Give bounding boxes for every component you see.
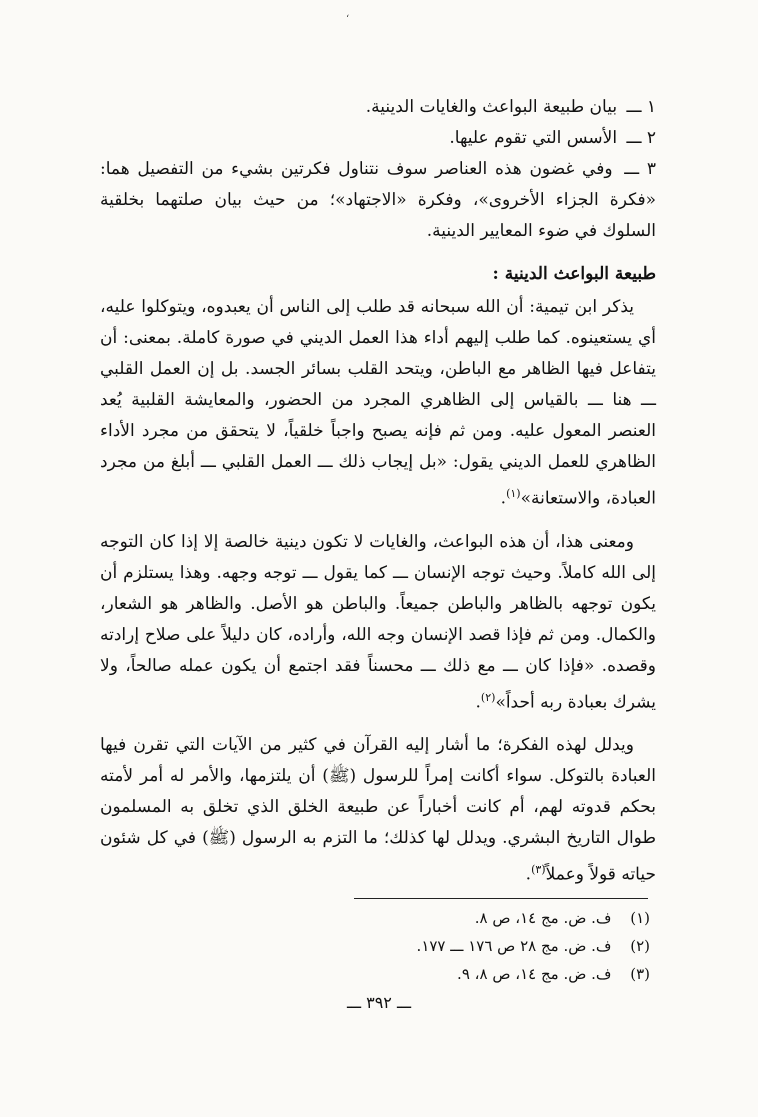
list-text: بيان طبيعة البواعث والغايات الدينية. [365, 97, 618, 117]
footnote-text: ف. ض. مج ١٤، ص ٨. [474, 909, 612, 927]
paragraph-end: . [475, 692, 481, 713]
footnote [90, 932, 650, 960]
footnote-text: ف. ض. مج ١٤، ص ٨، ٩. [457, 965, 612, 983]
list-number: ٣ ـــ [624, 159, 656, 179]
footnote-mark: (١) [630, 909, 650, 927]
footnote-mark: (٢) [630, 937, 650, 955]
paragraph [100, 730, 656, 891]
list-text: وفي غضون هذه العناصر سوف نتناول فكرتين بشيء من التفصيل هما: «فكرة الجزاء الأخروى»، وفكرة «الاجتهاد»؛ من حيث بيان صلتهما بخلقية السلوك في ضوء المعايير الدينية. [100, 159, 656, 241]
list-number: ١ ـــ [626, 97, 656, 117]
body-text [100, 92, 656, 903]
paragraph [100, 527, 656, 719]
footnote [90, 960, 650, 988]
footnote-mark: (٣) [630, 965, 650, 983]
footnote-divider [354, 898, 648, 899]
paragraph-end: . [525, 864, 532, 885]
list-item [100, 123, 656, 154]
paragraph-text: ومعنى هذا، أن هذه البواعث، والغايات لا تكون دينية خالصة إلا إذا كان التوجه إلى الله كاملاً. وحيث توجه الإنسان ـــ كما يقول ـــ توجه وجهه. وهذا يستلزم أن يكون توجهه بالظاهر والباطن جميعاً. والباطن هو الأصل. والظاهر هو الشعار، والكمال. ومن ثم فإذا قصد الإنسان وجه الله، وأراده، كان دليلاً على صلاح إرادته وقصده. «فإذا كان ـــ مع ذلك ـــ محسناً فقد اجتمع أن يكون عمله صالحاً، ولا يشرك بعبادة ربه أحداً» [100, 531, 656, 713]
page-number: ـــ ٣٩٢ ـــ [346, 993, 412, 1012]
footnote-ref: (٢) [480, 690, 496, 704]
list-item [100, 154, 656, 247]
footnotes [90, 904, 650, 988]
footnote [90, 904, 650, 932]
paragraph-text: ويدلل لهذه الفكرة؛ ما أشار إليه القرآن في كثير من الآيات التي تقرن فيها العبادة بالتوكل. سواء أكانت إمراً للرسول (ﷺ) أن يلتزمها، والأمر له أمر لأمته بحكم قدوته لهم، أم كانت أخباراً عن طبيعة الخلق الذي تخلق به المسلمون طوال التاريخ البشري. ويدلل لها كذلك؛ ما التزم به الرسول (ﷺ) في كل شئون حياته قولاً وعملاً [100, 735, 656, 885]
section-heading: طبيعة البواعث الدينية : [492, 264, 656, 284]
paragraph [100, 292, 656, 515]
footnote-ref: (٣) [531, 863, 546, 877]
speck-mark: ʻ [346, 14, 350, 25]
footnote-ref: (١) [506, 487, 521, 500]
paragraph-end: . [500, 488, 507, 509]
paragraph-text: يذكر ابن تيمية: أن الله سبحانه قد طلب إلى الناس أن يعبدوه، ويتوكلوا عليه، أي يستعينوه. كما طلب إليهم أداء هذا العمل الديني في صورة كاملة. بمعنى: أن يتفاعل فيها الظاهر مع الباطن، ويتحد القلب بسائر الجسد. بل إن العمل القلبي ـــ هنا ـــ بالقياس إلى الظاهري المجرد من الحضور، والمعايشة القلبية يُعد العنصر المعول عليه. ومن ثم فإنه يصبح واجباً خلقياً، لا يتحقق من مجرد الأداء الظاهري للعمل الديني يقول: «بل إيجاب ذلك ـــ العمل القلبي ـــ أبلغ من مجرد العبادة، والاستعانة» [100, 297, 656, 509]
list-number: ٢ ـــ [626, 128, 656, 148]
list-item [100, 92, 656, 123]
footnote-text: ف. ض. مج ٢٨ ص ١٧٦ ـــ ١٧٧. [416, 937, 612, 955]
list-text: الأسس التي تقوم عليها. [449, 128, 618, 148]
